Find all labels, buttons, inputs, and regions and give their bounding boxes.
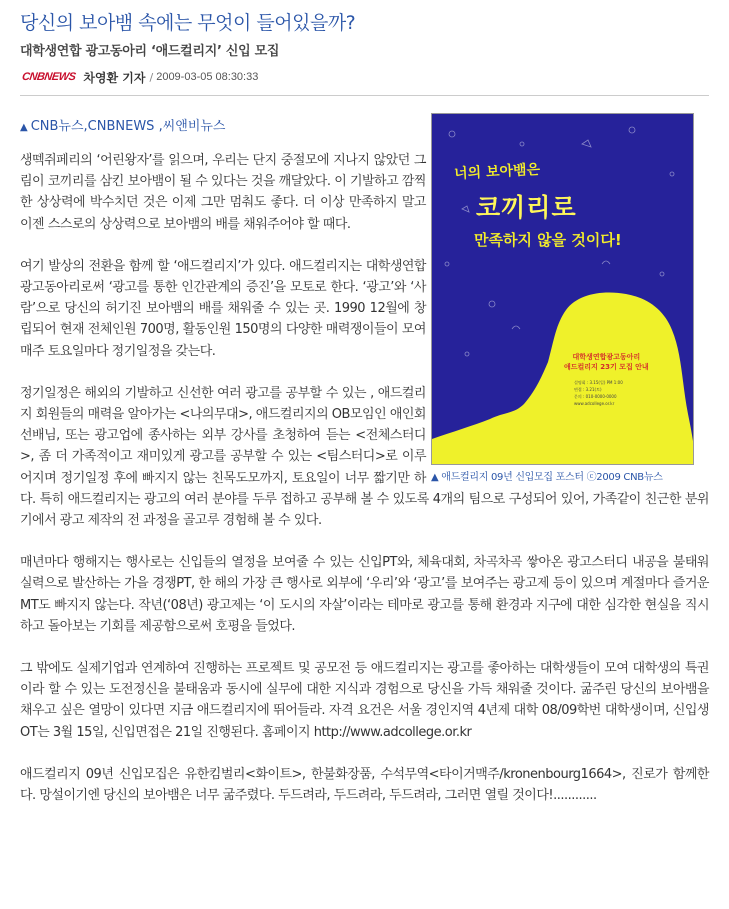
poster-headline-2: 코끼리로	[476, 193, 577, 222]
cnbnews-logo: CNBNEWS	[21, 71, 77, 83]
source-text[interactable]: CNB뉴스,CNBNEWS ,씨앤비뉴스	[30, 119, 226, 134]
poster-info-line: www.adcollege.or.kr	[574, 401, 615, 406]
poster-headline-3: 만족하지 않을 것이다!	[474, 231, 622, 249]
triangle-up-icon: ▲	[20, 122, 28, 133]
figure-spacer	[426, 150, 709, 476]
caption-text: 애드컬리지 09년 신입모집 포스터 ⓒ2009 CNB뉴스	[441, 472, 663, 483]
reporter-name[interactable]: 차영환 기자	[83, 70, 146, 85]
poster-info-line: 설명회 : 3.15(일) PM 1:00	[574, 380, 623, 385]
header-divider	[20, 95, 709, 96]
source-line	[20, 115, 226, 134]
article-paragraph: 여기 발상의 전환을 함께 할 ‘애드컬리지’가 있다. 애드컬리지는 대학생연합 광고동아리로써 ‘광고를 통한 인간관계의 증진’을 모토로 한다. ‘광고’와 ‘사람’으로 당신의 허기진 보아뱀의 배를 채워줄 수 있는 곳. 1990 12월에 창립되어 현재 전체인원 700명, 활동인원 150명의 다양한 매력쟁이들이 모여 매주 토요일마다 정기일정을 갖는다.	[20, 258, 426, 359]
article-body	[20, 150, 709, 827]
publish-date: 2009-03-05 08:30:33	[156, 71, 259, 83]
article-paragraph: 매년마다 행해지는 행사로는 신입들의 열정을 보여줄 수 있는 신입PT와, 체육대회, 차곡차곡 쌓아온 광고스터디 내공을 불태워 실력으로 발산하는 가을 경쟁PT, 한 해의 가장 큰 행사로 외부에 ‘우리’와 ‘광고’를 보여주는 광고제 등이 있으며 계절마다 즐거운 MT도 빠지지 않는다. 작년(‘08년) 광고제는 ‘이 도시의 자살’이라는 테마로 광고를 통해 환경과 지구에 대한 심각한 현실을 직시하고 돌아보는 기회를 제공함으로써 호평을 들었다.	[20, 555, 709, 634]
triangle-up-icon: ▲	[431, 472, 442, 483]
article-paragraph: 정기일정은 해외의 기발하고 신선한 여러 광고를 공부할 수 있는 , 애드컬리지 회원들의 매력을 알아가는 <나의무대>, 애드컬리지의 OB모임인 애인회 선배님, 또는 광고업에 종사하는 외부 강사를 초청하여 듣는 <전체스터디>, 좀 더 가족적이고 재미있게 광고를 공부할 수 있는 <팀스터디>로 이루어지며 정기일정 후에 빠지지 않는 친목도모까지, 토요일이 너무 짧기만 하다. 특히 애드컬리지는 광고의 여러 분야를 두루 접하고 공부해 볼 수 있도록 4개의 팀으로 구성되어 있어, 가족같이 친근한 분위기에서 광고 제작의 전 과정을 골고루 경험해 볼 수 있다.	[20, 385, 709, 529]
article-title: 당신의 보아뱀 속에는 무엇이 들어있을까?	[20, 12, 356, 34]
article-paragraph: 그 밖에도 실제기업과 연계하여 진행하는 프로젝트 및 공모전 등 애드컬리지는 광고를 좋아하는 대학생들이 모여 대학생의 특권이라 할 수 있는 도전정신을 불태움과 동시에 실무에 대한 지식과 경험으로 당신을 가득 채워줄 것이다. 굶주린 당신의 보아뱀을 채우고 싶은 열망이 있다면 지금 애드컬리지에 뛰어들라. 자격 요건은 서울 경인지역 4년제 대학 08/09학번 대학생이며, 신입생OT는 3월 15일, 신입면접은 21일 진행된다. 홈페이지 http://www.adcollege.or.kr	[20, 661, 709, 740]
poster-info-line: 면접 : 3.21(토)	[574, 387, 602, 392]
poster-headline-1: 너의 보아뱀은	[453, 161, 541, 183]
poster-info-line: 문의 : 010-0000-0000	[574, 394, 617, 399]
article-paragraph: 애드컬리지 09년 신입모집은 유한킴벌리<화이트>, 한불화장품, 수석무역<타이거맥주/kronenbourg1664>, 진로가 함께한다. 망설이기엔 당신의 보아뱀은 너무 굶주렸다. 두드려라, 두드려라, 두드려라, 그러면 열릴 것이다!............	[20, 766, 709, 804]
poster-org-line-1: 대학생연합광고동아리	[572, 353, 641, 361]
poster-org-line-2: 애드컬리지 23기 모집 안내	[564, 363, 649, 371]
byline-separator: /	[149, 70, 154, 84]
article-paragraph: 생떽쥐페리의 ‘어린왕자’를 읽으며, 우리는 단지 중절모에 지나지 않았던 그림이 코끼리를 삼킨 보아뱀이 될 수 있다는 것을 깨달았다. 이 기발하고 깜찍한 상상력에 박수치던 것은 이제 그만 멈춰도 좋다. 더 이상 만족하지 말고 이젠 스스로의 상상력으로 보아뱀의 배를 채워주어야 할 때다.	[20, 153, 426, 232]
article-subtitle: 대학생연합 광고동아리 ‘애드컬리지’ 신입 모집	[20, 44, 280, 59]
byline	[22, 67, 258, 87]
